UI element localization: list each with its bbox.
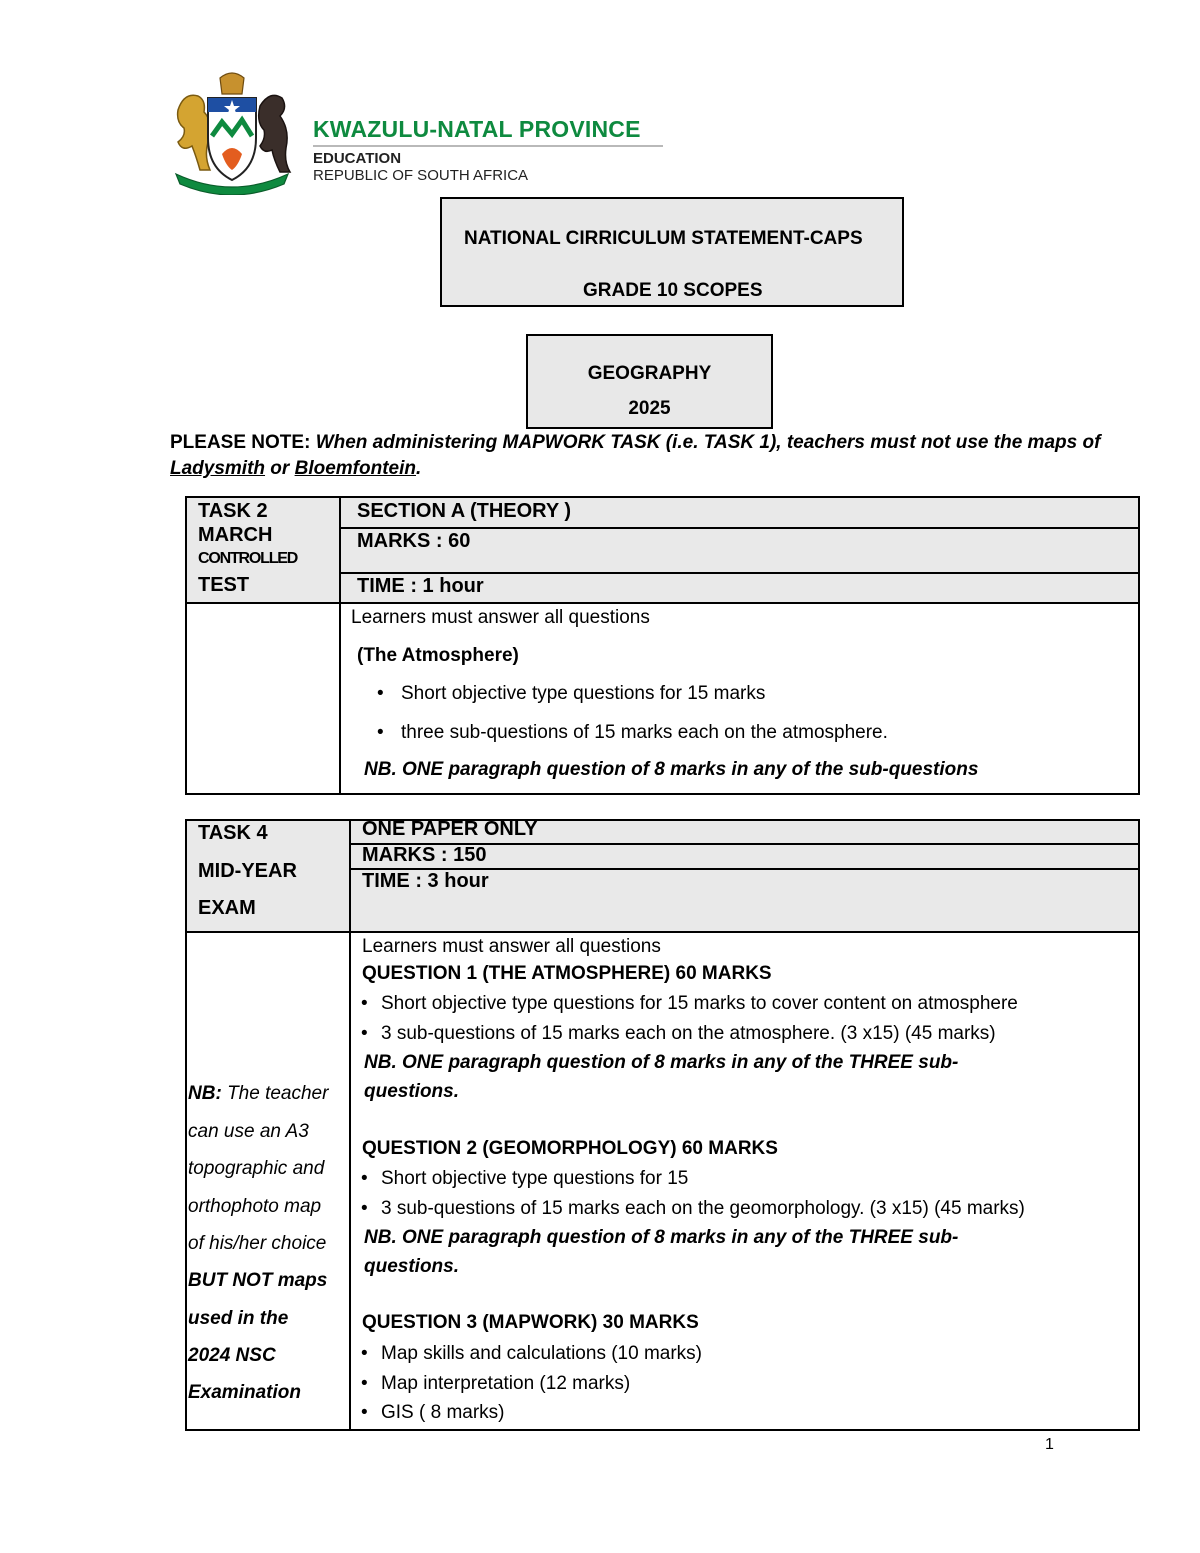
note-label: PLEASE NOTE: [170, 432, 311, 453]
task2-label-line-1: TASK 2 [198, 500, 268, 522]
note-text-b: or [265, 458, 295, 479]
note-text-c: . [415, 458, 422, 479]
task2-bullet-1: • Short objective type questions for 15 marks [401, 683, 765, 705]
task4-side-note-line-1 [188, 1083, 328, 1105]
task4-label-line-3: EXAM [198, 897, 256, 919]
q2-bullet-1: • Short objective type questions for 15 [381, 1168, 688, 1190]
q3-bullet-2: • Map interpretation (12 marks) [381, 1373, 630, 1395]
task2-instruction: Learners must answer all questions [351, 607, 650, 628]
task4-label-line-2: MID-YEAR [198, 860, 297, 882]
note-map-1: Ladysmith [170, 458, 266, 479]
q3-title: QUESTION 3 (MAPWORK) 30 MARKS [362, 1312, 699, 1333]
q1-nb-line-1: NB. ONE paragraph question of 8 marks in any of the THREE sub- [364, 1052, 959, 1073]
task2-marks: MARKS : 60 [357, 530, 471, 552]
q1-nb-line-2: questions. [364, 1081, 460, 1102]
task4-side-note-text-1: The teacher [227, 1083, 329, 1104]
subject-name: GEOGRAPHY [587, 363, 712, 384]
task2-time: TIME : 1 hour [357, 575, 484, 597]
q1-title: QUESTION 1 (THE ATMOSPHERE) 60 MARKS [362, 963, 772, 984]
brand-department: EDUCATION [313, 150, 402, 167]
task2-label-line-2: MARCH [198, 524, 273, 546]
task2-nb: NB. ONE paragraph question of 8 marks in any of the sub-questions [364, 759, 979, 780]
provincial-coat-of-arms-logo [168, 70, 296, 195]
page-number: 1 [1045, 1436, 1054, 1453]
task4-instruction: Learners must answer all questions [362, 936, 661, 957]
task4-side-note-bold-2: used in the [188, 1308, 289, 1329]
subject-year: 2025 [628, 398, 671, 419]
q1-bullet-1: • Short objective type questions for 15 marks to cover content on atmosphere [381, 993, 1018, 1015]
q3-bullet-3: • GIS ( 8 marks) [381, 1402, 505, 1424]
task4-time: TIME : 3 hour [362, 870, 489, 892]
task2-section: SECTION A (THEORY ) [357, 500, 572, 522]
grade-title: GRADE 10 SCOPES [583, 280, 763, 301]
please-note-paragraph [170, 430, 1155, 482]
task2-label-line-3: CONTROLLED [198, 550, 298, 567]
brand-country: REPUBLIC OF SOUTH AFRICA [313, 167, 529, 184]
task2-header-fill [187, 498, 1138, 602]
task4-side-note-bold-1: BUT NOT maps [188, 1270, 328, 1291]
brand-province-name: KWAZULU-NATAL PROVINCE [313, 116, 641, 142]
task2-bullet-2: • three sub-questions of 15 marks each on the atmosphere. [401, 722, 888, 744]
q3-bullet-1: • Map skills and calculations (10 marks) [381, 1343, 702, 1365]
task2-topic: (The Atmosphere) [357, 645, 519, 666]
note-text-a: When administering MAPWORK TASK (i.e. TASK 1), teachers must not use the maps of [315, 432, 1101, 453]
task4-side-note-line-5: of his/her choice [188, 1233, 327, 1254]
task4-paper: ONE PAPER ONLY [362, 818, 538, 840]
q1-bullet-2: • 3 sub-questions of 15 marks each on the atmosphere. (3 x15) (45 marks) [381, 1023, 996, 1045]
brand-divider [313, 145, 663, 147]
q2-nb-line-2: questions. [364, 1256, 460, 1277]
task4-side-note-line-3: topographic and [188, 1158, 325, 1179]
task4-side-note-bold-4: Examination [188, 1382, 301, 1403]
q2-bullet-2: • 3 sub-questions of 15 marks each on the geomorphology. (3 x15) (45 marks) [381, 1198, 1025, 1220]
task4-header-fill [187, 821, 1138, 931]
task4-label-line-1: TASK 4 [198, 822, 268, 844]
q2-nb-line-1: NB. ONE paragraph question of 8 marks in any of the THREE sub- [364, 1227, 959, 1248]
curriculum-title: NATIONAL CIRRICULUM STATEMENT-CAPS [464, 228, 863, 249]
task4-side-note-label: NB: [188, 1083, 222, 1104]
task4-side-note-line-2: can use an A3 [188, 1121, 309, 1142]
q2-title: QUESTION 2 (GEOMORPHOLOGY) 60 MARKS [362, 1138, 778, 1159]
task4-side-note-bold-3: 2024 NSC [188, 1345, 276, 1366]
task2-label-line-4: TEST [198, 574, 250, 596]
task4-marks: MARKS : 150 [362, 844, 487, 866]
task4-side-note-line-4: orthophoto map [188, 1196, 322, 1217]
note-map-2: Bloemfontein [294, 458, 416, 479]
